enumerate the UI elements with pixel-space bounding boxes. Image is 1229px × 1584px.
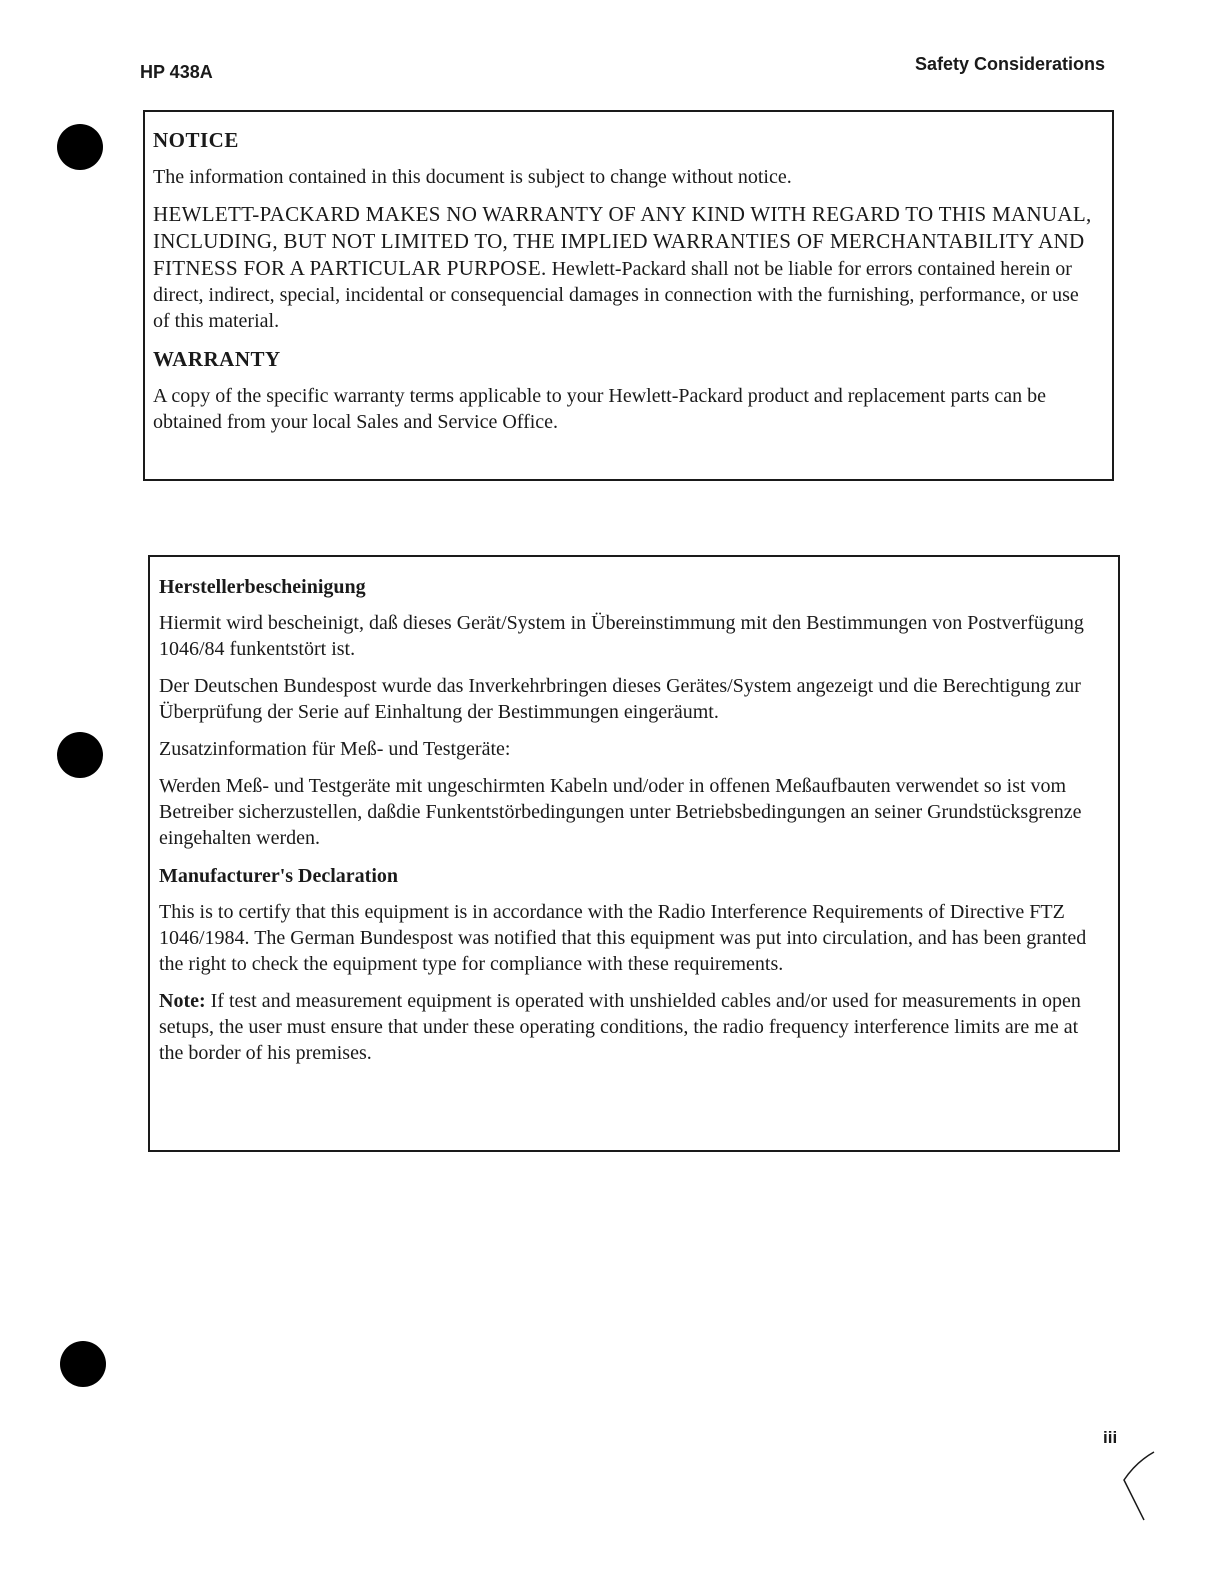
- notice-heading: NOTICE: [153, 128, 239, 152]
- german-paragraph-4: Werden Meß- und Testgeräte mit ungeschirmten Kabeln und/oder in offenen Meßaufbauten verwendet so ist vom Betreiber sicherzustellen, daßdie Funkentstörbedingungen unter Betriebsbedingungen an seiner Grundstücksgrenze eingehalten werden.: [159, 775, 1082, 849]
- notice-box: [143, 110, 1114, 481]
- punch-hole-middle: [57, 732, 103, 778]
- page-number: iii: [1103, 1428, 1118, 1447]
- disclaimer-caps: HEWLETT-PACKARD MAKES NO WARRANTY OF ANY KIND WITH REGARD TO THIS MANUAL, INCLUDING, BUT NOT LIMITED TO, THE IMPLIED WARRANTIES OF MERCHANTABILITY AND FITNESS FOR A PARTICULAR PURPOSE.: [153, 202, 1092, 280]
- notice-text: The information contained in this document is subject to change without notice.: [153, 166, 792, 188]
- warranty-heading: WARRANTY: [153, 347, 281, 371]
- english-paragraph-1: This is to certify that this equipment is in accordance with the Radio Interference Requirements of Directive FTZ 1046/1984. The German Bundespost was notified that this equipment was put into circulation, and has been granted the right to check the equipment type for compliance with these requirements.: [159, 901, 1087, 975]
- punch-hole-top: [57, 124, 103, 170]
- punch-hole-bottom: [60, 1341, 106, 1387]
- german-paragraph-3: Zusatzinformation für Meß- und Testgeräte:: [159, 738, 511, 760]
- corner-mark-icon: [1118, 1450, 1158, 1525]
- disclaimer-paragraph: [153, 201, 1092, 334]
- warranty-text: A copy of the specific warranty terms applicable to your Hewlett-Packard product and replacement parts can be obtained from your local Sales and Service Office.: [153, 385, 1046, 433]
- note-label: Note:: [159, 990, 206, 1012]
- declaration-box: [148, 555, 1120, 1152]
- german-heading: Herstellerbescheinigung: [159, 576, 366, 598]
- disclaimer-rest: Hewlett-Packard shall not be liable for errors contained herein or direct, indirect, special, incidental or consequencial damages in connection with the furnishing, performance, or use of this material.: [153, 258, 1079, 332]
- english-heading: Manufacturer's Declaration: [159, 865, 399, 887]
- header-section-title: Safety Considerations: [914, 54, 1105, 74]
- german-paragraph-2: Der Deutschen Bundespost wurde das Inverkehrbringen dieses Gerätes/System angezeigt und die Berechtigung zur Überprüfung der Serie auf Einhaltung der Bestimmungen eingeräumt.: [159, 675, 1081, 723]
- header-model: HP 438A: [140, 62, 213, 82]
- note-paragraph: [159, 988, 1098, 1066]
- note-text: If test and measurement equipment is operated with unshielded cables and/or used for measurements in open setups, the user must ensure that under these operating conditions, the radio frequency interference limits are me at the border of his premises.: [159, 990, 1081, 1064]
- german-paragraph-1: Hiermit wird bescheinigt, daß dieses Gerät/System in Übereinstimmung mit den Bestimmungen von Postverfügung 1046/84 funkentstört ist.: [159, 612, 1084, 660]
